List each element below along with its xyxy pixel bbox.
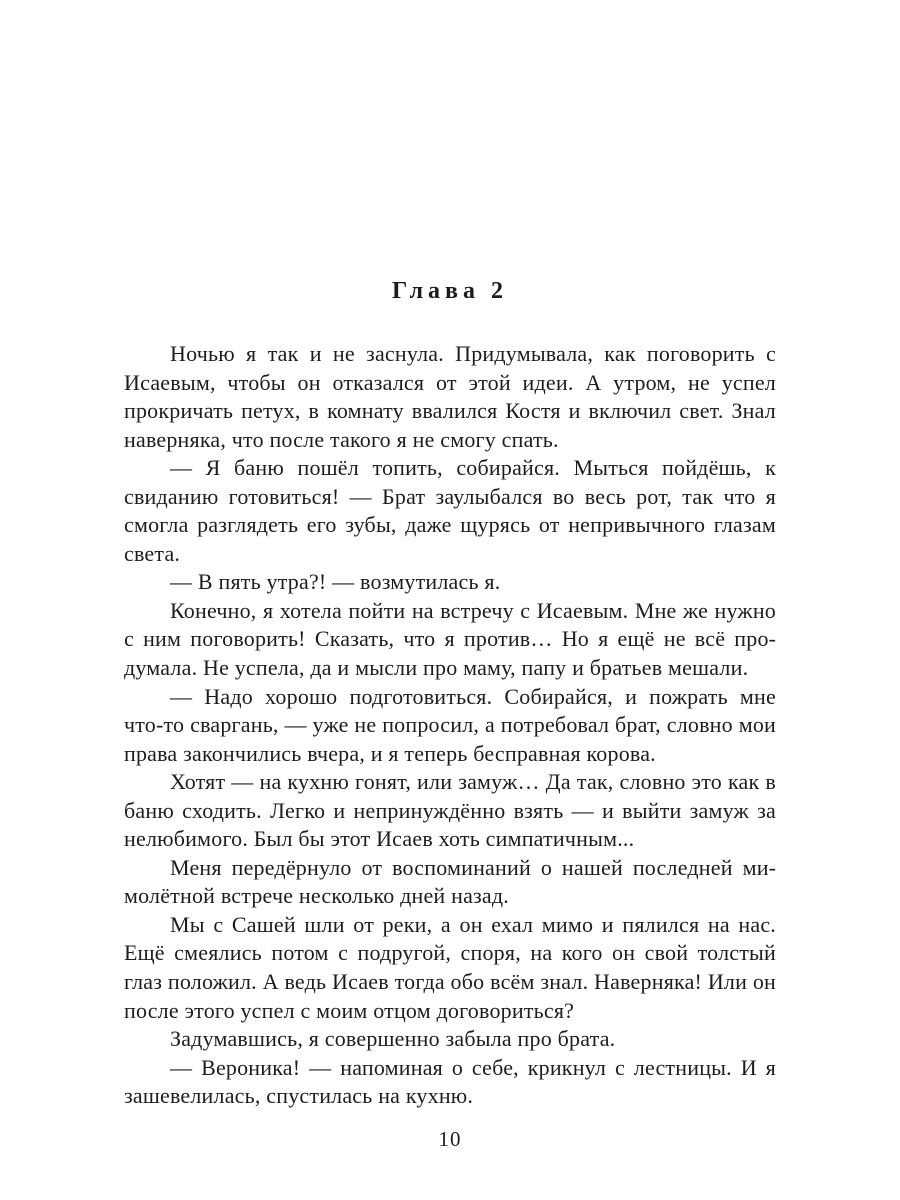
paragraph: Мы с Сашей шли от реки, а он ехал мимо и пялился на нас. Ещё смеялись потом с подругой, споря, на кого он свой толстый глаз положил. А ведь Исаев тогда обо всём знал. Наверняка! Или он после этого успел с моим отцом договориться? <box>124 911 776 1023</box>
paragraph: Конечно, я хотела пойти на встречу с Исаевым. Мне же нужно с ним поговорить! Сказать, что я против… Но я ещё не всё продумала. Не успела, да и мысли про маму, папу и братьев мешали. <box>124 597 776 681</box>
chapter-text <box>124 340 776 1111</box>
paragraph: — В пять утра?! — возмутилась я. <box>170 569 501 595</box>
paragraph: — Я баню пошёл топить, собирайся. Мыться пойдёшь, к свиданию готовиться! — Брат заулыбался во весь рот, так что я смогла разглядеть его зубы, даже щурясь от непривычного глазам света. <box>124 455 776 566</box>
page-number: 10 <box>438 1127 462 1151</box>
paragraph: Задумавшись, я совершенно забыла про брата. <box>170 1026 616 1052</box>
paragraph: Ночью я так и не заснула. Придумывала, как поговорить с Исаевым, чтобы он отказался от этой идеи. А утром, не успел прокричать петух, в комнату ввалился Костя и включил свет. Знал наверняка, что после такого я не смогу спать. <box>124 341 776 452</box>
paragraph: — Надо хорошо подготовиться. Собирайся, и пожрать мне что-то сваргань, — уже не попросил, а потребовал брат, словно мои права закончились вчера, и я теперь бесправная корова. <box>124 683 776 766</box>
paragraph: Меня передёрнуло от воспоминаний о нашей последней мимолётной встрече несколько дней назад. <box>124 854 776 909</box>
paragraph: Хотят — на кухню гонят, или замуж… Да так, словно это как в баню сходить. Легко и непринуждённо взять — и выйти замуж за нелюбимого. Был бы этот Исаев хоть симпатичным... <box>124 769 776 852</box>
chapter-title: Глава 2 <box>392 278 508 304</box>
paragraph: — Вероника! — напоминая о себе, крикнул с лестницы. И я зашевелилась, спустилась на кухню. <box>124 1054 776 1109</box>
